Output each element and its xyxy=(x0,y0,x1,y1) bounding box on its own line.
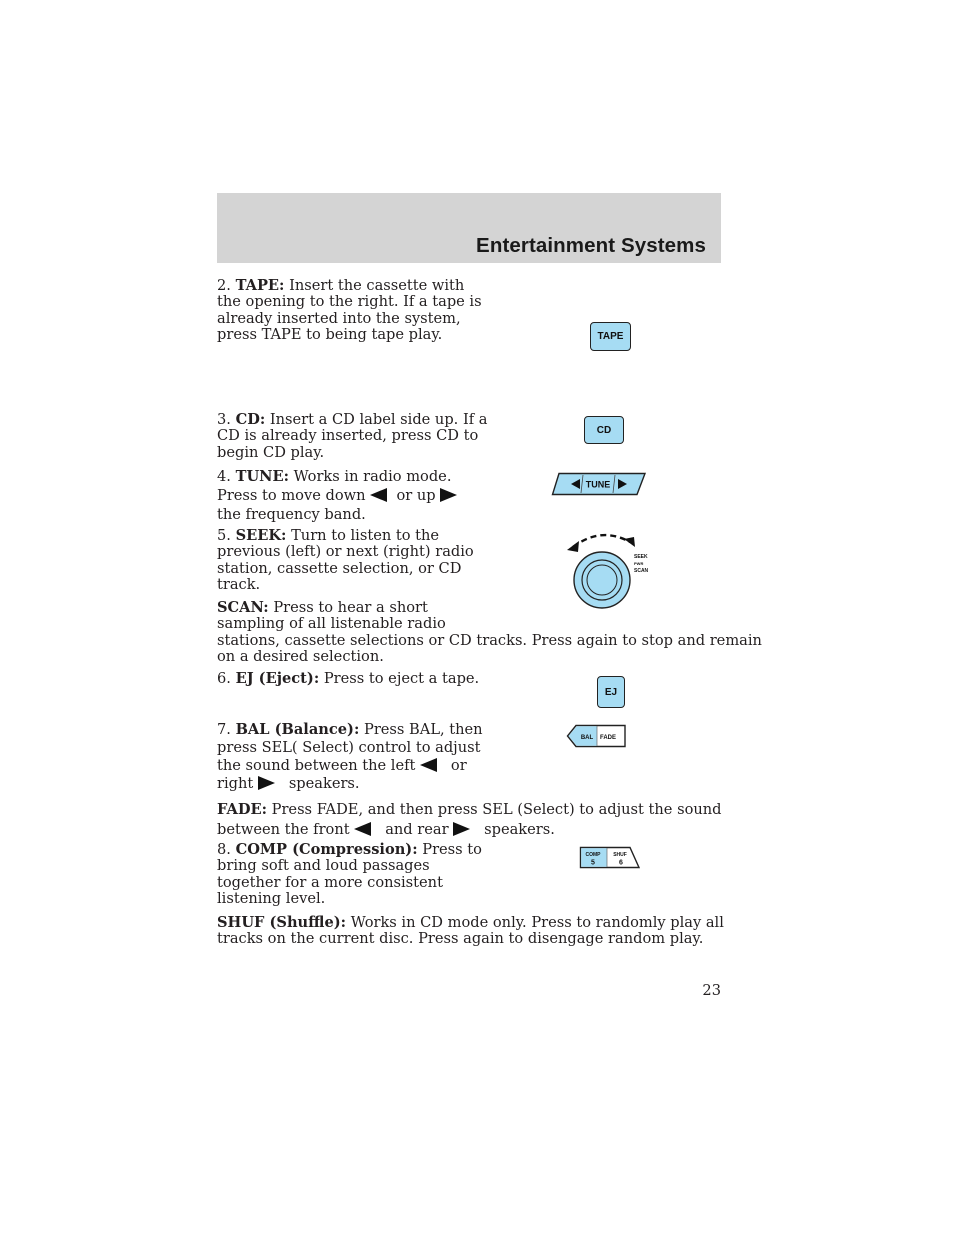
fade-term: FADE: xyxy=(217,801,267,818)
seek-term: SEEK: xyxy=(235,527,287,544)
bal-fade-button[interactable] xyxy=(566,724,627,748)
right-triangle-icon xyxy=(258,776,275,790)
knob-label-scan: SCAN xyxy=(634,568,649,574)
right-triangle-icon xyxy=(440,488,457,502)
tune-term: TUNE: xyxy=(235,468,290,485)
left-triangle-icon xyxy=(420,758,437,772)
balance-term: BAL (Balance): xyxy=(235,721,360,738)
eject-term: EJ (Eject): xyxy=(235,670,320,687)
tune-button[interactable] xyxy=(551,472,647,496)
cd-term: CD: xyxy=(235,411,266,428)
section-title: Entertainment Systems xyxy=(476,234,706,257)
shuffle-paragraph: SHUF (Shuffle): Works in CD mode only. Press to randomly play all tracks on the current disc. Press again to disengage random play. xyxy=(217,914,724,948)
shuf-label: SHUF xyxy=(613,852,627,858)
left-triangle-icon xyxy=(354,822,371,836)
page-number: 23 xyxy=(702,982,721,999)
shuf-number: 6 xyxy=(619,859,623,867)
tune-paragraph: 4. TUNE: Works in radio mode. Press to move down or up the frequency band. xyxy=(217,467,457,524)
comp-shuf-button[interactable] xyxy=(579,846,641,869)
comp-paragraph: 8. COMP (Compression): Press to bring soft and loud passages together for a more consistent listening level. xyxy=(217,841,482,908)
balance-paragraph: 7. BAL (Balance): Press BAL, then press SEL( Select) control to adjust the sound between the left or right speakers. xyxy=(217,721,483,792)
right-triangle-icon xyxy=(453,822,470,836)
bal-label: BAL xyxy=(580,735,594,741)
tape-paragraph: 2. TAPE: Insert the cassette with the opening to the right. If a tape is already inserted into the system, press TAPE to being tape play. xyxy=(217,277,482,344)
knob-label-seek: SEEK xyxy=(634,554,648,560)
comp-number: 5 xyxy=(591,859,595,867)
fade-paragraph: FADE: Press FADE, and then press SEL (Select) to adjust the sound between the front and rear speakers. xyxy=(217,801,722,838)
tune-button-label: TUNE xyxy=(585,479,611,490)
seek-arrow-icon xyxy=(573,535,630,547)
comp-term: COMP (Compression): xyxy=(235,841,418,858)
left-triangle-icon xyxy=(370,488,387,502)
header-bar xyxy=(217,193,721,263)
shuffle-term: SHUF (Shuffle): xyxy=(217,914,347,931)
cd-paragraph: 3. CD: Insert a CD label side up. If a CD is already inserted, press CD to begin CD play. xyxy=(217,411,488,461)
cd-button[interactable]: CD xyxy=(584,416,624,444)
seek-paragraph: 5. SEEK: Turn to listen to the previous (left) or next (right) radio station, cassette selection, or CD track. xyxy=(217,527,474,594)
comp-label: COMP xyxy=(585,852,601,858)
eject-button[interactable]: EJ xyxy=(597,676,625,708)
knob-label-pwr: PWR xyxy=(634,561,644,566)
tape-button[interactable]: TAPE xyxy=(590,322,631,351)
fade-label: FADE xyxy=(599,735,617,741)
eject-paragraph: 6. EJ (Eject): Press to eject a tape. xyxy=(217,670,480,687)
scan-term: SCAN: xyxy=(217,599,269,616)
tape-term: TAPE: xyxy=(235,277,285,294)
scan-paragraph: SCAN: Press to hear a short sampling of all listenable radio stations, cassette selections or CD tracks. Press again to stop and remain on a desired selection. xyxy=(217,599,762,666)
